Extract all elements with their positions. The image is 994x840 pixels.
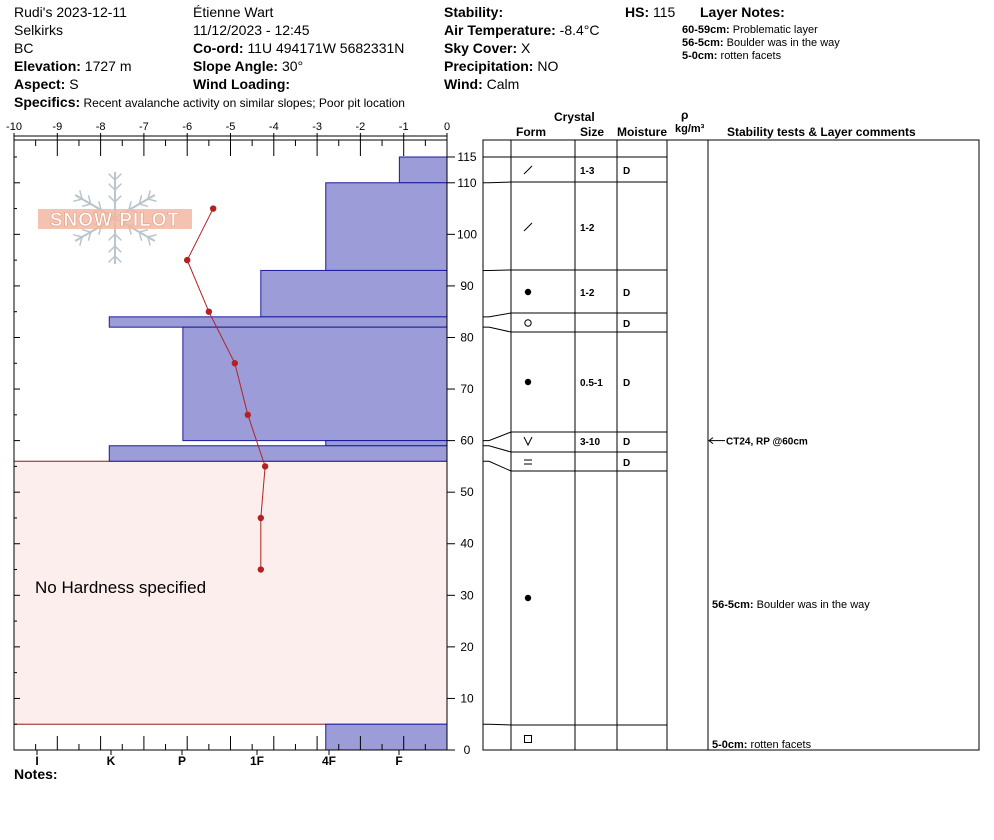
- layer-connector: [483, 446, 511, 452]
- slope-label: Slope Angle:: [193, 58, 279, 74]
- slope-value: 30°: [281, 58, 304, 74]
- layer-connector: [483, 313, 511, 317]
- depth-tick-label: 90: [460, 278, 474, 293]
- sky-label: Sky Cover:: [444, 40, 518, 56]
- hardness-bar: [399, 157, 447, 183]
- layer-note-range: 60-59cm:: [682, 24, 730, 36]
- snowflake-branch: [82, 204, 91, 206]
- temp-tick-label: -6: [182, 121, 193, 133]
- temperature-point: [258, 515, 264, 521]
- hardness-tick-label: 1F: [249, 754, 265, 768]
- layer-note-range: 5-0cm:: [682, 50, 718, 62]
- layer-moisture: D: [623, 288, 631, 299]
- sky-value: X: [521, 40, 531, 56]
- layer-size: 1-3: [580, 166, 595, 177]
- layer-comment: [712, 739, 812, 751]
- temp-tick-label: -8: [95, 121, 106, 133]
- precip-label: Precipitation:: [444, 58, 534, 74]
- form-symbol-square: [525, 736, 532, 743]
- depth-tick-label: 20: [460, 639, 474, 654]
- pit-name: Rudi's 2023-12-11: [14, 4, 127, 20]
- layer-note-range: 56-5cm:: [682, 37, 724, 49]
- hardness-bar: [326, 441, 447, 446]
- hardness-tick-label: I: [35, 754, 39, 768]
- comments-header: Stability tests & Layer comments: [727, 125, 916, 139]
- temperature-point: [232, 360, 238, 366]
- temp-tick-label: 0: [443, 121, 451, 133]
- snowflake-branch: [73, 199, 82, 201]
- depth-tick-label: 40: [460, 536, 474, 551]
- logo-text: SNOW PILOT: [49, 210, 181, 231]
- form-symbol-dot: [525, 595, 531, 601]
- snowpilot-logo: [38, 172, 192, 264]
- range-name: Selkirks: [14, 22, 64, 38]
- layer-note-text: Boulder was in the way: [726, 37, 840, 49]
- hardness-tick-label: F: [395, 754, 403, 768]
- temp-tick-label: -10: [6, 121, 22, 133]
- depth-tick-label: 80: [460, 330, 474, 345]
- stability-test-label: CT24, RP @60cm: [726, 436, 808, 448]
- aspect-label: Aspect:: [14, 76, 66, 92]
- specifics-value: Recent avalanche activity on similar slopes; Poor pit location: [83, 96, 405, 110]
- layer-note-text: rotten facets: [720, 50, 782, 62]
- layer-moisture: D: [623, 458, 631, 469]
- size-header: Size: [580, 125, 605, 139]
- form-symbol-slash: [524, 166, 532, 174]
- rho-header: ρ: [681, 108, 689, 122]
- region-name: BC: [14, 40, 34, 56]
- wind-label: Wind:: [444, 76, 483, 92]
- temperature-point: [245, 412, 251, 418]
- snowflake-branch: [139, 204, 148, 206]
- form-symbol-dot: [525, 379, 531, 385]
- layer-comment-text: rotten facets: [750, 739, 812, 751]
- layer-comment-range: 56-5cm:: [712, 599, 757, 611]
- hardness-bar: [109, 446, 447, 461]
- snowflake-branch: [148, 235, 157, 237]
- coord-value: 11U 494171W 5682331N: [247, 40, 405, 56]
- layer-comment-text: Boulder was in the way: [756, 599, 870, 611]
- depth-tick-label: 110: [457, 175, 477, 190]
- layer-moisture: D: [623, 378, 631, 389]
- hs-label: HS:: [625, 4, 650, 20]
- hardness-bar: [183, 327, 447, 440]
- aspect-value: S: [69, 76, 79, 92]
- hardness-bar: [109, 317, 447, 327]
- crystal-header: Crystal: [554, 110, 595, 124]
- hardness-bar: [326, 183, 447, 271]
- form-symbol-slash: [524, 223, 532, 231]
- hs-value: 115: [653, 4, 676, 20]
- temp-tick-label: -1: [398, 121, 409, 133]
- layer-connector: [483, 432, 511, 441]
- layer-size: 0.5-1: [580, 378, 603, 389]
- temp-tick-label: -7: [139, 121, 149, 133]
- depth-tick-label: 60: [460, 433, 474, 448]
- layer-comment: [712, 599, 870, 611]
- hardness-bar: [261, 270, 447, 316]
- snowflake-branch: [148, 199, 157, 201]
- layer-note-text: Problematic layer: [732, 24, 818, 36]
- depth-tick-label: 115: [457, 150, 477, 164]
- layer-connector: [483, 724, 511, 725]
- layer-size: 3-10: [580, 437, 601, 448]
- specifics-label: Specifics:: [14, 94, 81, 110]
- layer-table: [483, 140, 979, 751]
- temp-tick-label: -2: [355, 121, 366, 133]
- depth-tick-label: 30: [460, 588, 474, 603]
- temp-tick-label: -5: [225, 121, 236, 133]
- elevation-label: Elevation:: [14, 58, 81, 74]
- temp-tick-label: -4: [268, 121, 279, 133]
- density-unit-header: kg/m³: [675, 123, 705, 135]
- elevation-value: 1727 m: [84, 58, 132, 74]
- layer-connector: [483, 461, 511, 471]
- wind-loading-label: Wind Loading:: [193, 76, 291, 92]
- air-temp-label: Air Temperature:: [444, 22, 556, 38]
- layer-size: 1-2: [580, 223, 595, 234]
- datetime: 11/12/2023 - 12:45: [193, 22, 310, 38]
- form-symbol-dot: [525, 289, 531, 295]
- moisture-header: Moisture: [617, 125, 668, 139]
- temperature-point: [210, 205, 216, 211]
- air-temp-value: -8.4°C: [559, 22, 600, 38]
- no-hardness-label: No Hardness specified: [35, 578, 207, 597]
- stability-label: Stability:: [444, 4, 504, 20]
- form-header: Form: [516, 125, 546, 139]
- wind-value: Calm: [486, 76, 520, 92]
- temp-tick-label: -3: [312, 121, 322, 133]
- temperature-point: [262, 463, 268, 469]
- hardness-bar: [326, 724, 447, 750]
- layer-moisture: D: [623, 437, 631, 448]
- observer: Étienne Wart: [193, 4, 274, 20]
- hardness-tick-label: 4F: [321, 754, 337, 768]
- depth-tick-label: 100: [456, 227, 478, 242]
- precip-value: NO: [537, 58, 559, 74]
- layer-size: 1-2: [580, 288, 595, 299]
- temperature-point: [258, 566, 264, 572]
- notes-label: Notes:: [14, 766, 58, 782]
- layer-moisture: D: [623, 166, 631, 177]
- form-symbol-vee: [524, 437, 532, 445]
- depth-tick-label: 0: [463, 743, 471, 757]
- temp-tick-label: -9: [52, 121, 63, 133]
- layer-connector: [483, 327, 511, 332]
- snowflake-branch: [73, 235, 82, 237]
- temperature-point: [184, 257, 190, 263]
- depth-tick-label: 10: [460, 691, 474, 706]
- hardness-tick-label: K: [106, 754, 116, 768]
- depth-tick-label: 50: [460, 485, 474, 500]
- depth-tick-label: 70: [460, 382, 474, 397]
- layer-moisture: D: [623, 319, 631, 330]
- form-symbol-circle: [525, 320, 531, 326]
- layer-connector: [483, 182, 511, 183]
- layer-comment-range: 5-0cm:: [712, 739, 751, 751]
- coord-label: Co-ord:: [193, 40, 244, 56]
- hardness-tick-label: P: [177, 754, 187, 768]
- layer-notes-title: Layer Notes:: [700, 4, 785, 20]
- temperature-point: [206, 308, 212, 314]
